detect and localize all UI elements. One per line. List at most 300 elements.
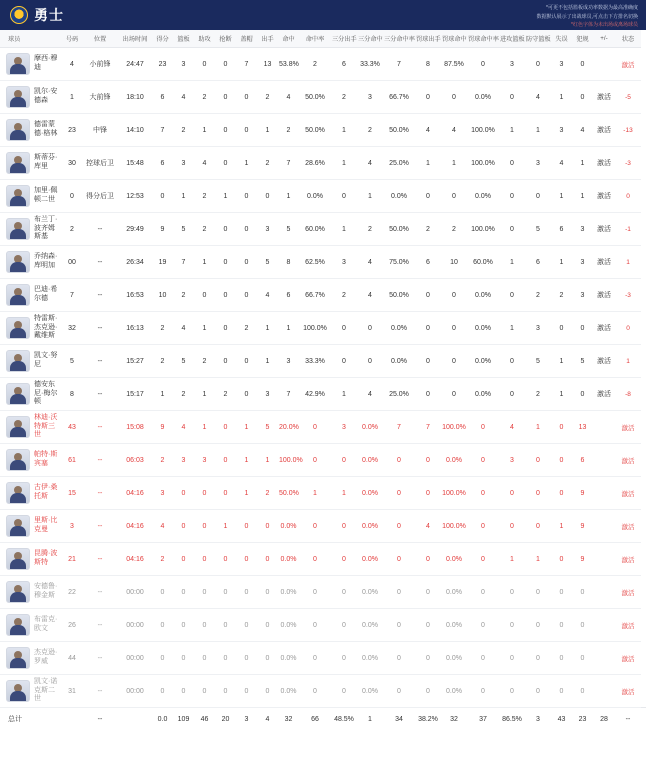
cell-minutes: 06:03 [118,444,152,477]
status-badge[interactable]: -5 [625,93,631,101]
cell-turnovers: 3 [551,114,572,147]
cell-3p-pct: 7 [383,411,415,444]
cell-rebounds: 2 [173,114,194,147]
cell-minutes: 15:17 [118,378,152,411]
cell-points: 3 [152,477,173,510]
cell-status[interactable] [615,378,641,411]
status-badge[interactable]: 激活 [621,61,635,69]
cell-3p-pct: 50.0% [383,114,415,147]
cell-turnovers: 0 [551,576,572,609]
cell-fga: 0 [257,543,278,576]
cell-assists: 3 [194,444,215,477]
player-avatar [6,647,30,669]
cell-fgm: 4 [278,81,299,114]
cell-3pm: 0.0% [357,477,383,510]
cell-oreb: 0 [499,477,525,510]
th-minutes[interactable]: 出场时间 [118,30,152,48]
th-rebounds[interactable]: 篮板 [173,30,194,48]
status-badge[interactable]: 激活 [621,688,635,696]
cell-minutes: 16:13 [118,312,152,345]
cell-fg-pct: 62.5% [299,246,331,279]
th-3pa[interactable]: 三分出手 [331,30,357,48]
cell-status[interactable] [615,510,641,543]
cell-fgm: 20.0% [278,411,299,444]
cell-jersey-number: 4 [62,48,82,81]
totals-status [641,708,646,731]
th-points[interactable]: 得分 [152,30,173,48]
cell-fga: 1 [257,114,278,147]
cell-status[interactable] [615,609,641,642]
player-cell[interactable] [0,510,62,543]
status-badge[interactable]: -3 [625,291,631,299]
th-status[interactable]: 状态 [615,30,641,48]
player-avatar [6,317,30,339]
cell-assists: 0 [194,609,215,642]
player-avatar [6,53,30,75]
cell-fouls: 6 [572,444,593,477]
totals-ft-pct: 37 [467,708,499,731]
status-badge[interactable]: 0 [626,192,630,200]
cell-fg-pct: 0 [299,510,331,543]
cell-rebounds: 0 [173,609,194,642]
cell-ft-pct: 0 [467,444,499,477]
totals-ftm: 32 [441,708,467,731]
player-cell[interactable] [0,279,62,312]
cell-points: 0 [152,576,173,609]
cell-jersey-number: 5 [62,345,82,378]
th-fgm[interactable]: 命中 [278,30,299,48]
cell-fg-pct: 0 [299,609,331,642]
player-cell[interactable] [0,477,62,510]
cell-ftm: 0.0% [441,543,467,576]
totals-position: -- [82,708,118,731]
table-row[interactable] [0,48,646,81]
cell-position: 大前锋 [82,81,118,114]
cell-blocks: 0 [236,279,257,312]
table-row[interactable] [0,642,646,675]
cell-minutes: 00:00 [118,576,152,609]
cell-ftm: 0.0% [441,642,467,675]
cell-fta: 0 [415,642,441,675]
cell-oreb: 4 [499,411,525,444]
player-cell[interactable] [0,147,62,180]
player-cell[interactable] [0,213,62,246]
th-steals[interactable]: 抢断 [215,30,236,48]
cell-position: -- [82,675,118,708]
player-name: 里斯·比克曼 [34,517,58,533]
cell-turnovers: 4 [551,147,572,180]
cell-3pm: 0.0% [357,411,383,444]
cell-ft-pct: 0.0% [467,81,499,114]
th-plus-minus[interactable]: +/- [593,30,615,48]
cell-steals: 0 [215,543,236,576]
th-oreb[interactable]: 进攻篮板 [499,30,525,48]
cell-fg-pct: 0 [299,642,331,675]
status-badge[interactable]: -1 [625,225,631,233]
cell-steals: 0 [215,279,236,312]
player-cell[interactable] [0,543,62,576]
cell-3pa: 3 [331,411,357,444]
table-row[interactable] [0,543,646,576]
cell-rebounds: 0 [173,510,194,543]
table-row[interactable] [0,279,646,312]
cell-3pa: 0 [331,180,357,213]
cell-minutes: 04:16 [118,477,152,510]
cell-assists: 0 [194,543,215,576]
cell-status[interactable] [615,345,641,378]
th-assists[interactable]: 助攻 [194,30,215,48]
cell-status[interactable] [615,477,641,510]
cell-ftm: 0.0% [441,444,467,477]
cell-3pm: 4 [357,378,383,411]
cell-turnovers: 0 [551,444,572,477]
cell-turnovers: 1 [551,81,572,114]
cell-3pa: 0 [331,675,357,708]
totals-3pa: 48.5% [331,708,357,731]
player-cell[interactable] [0,114,62,147]
cell-oreb: 3 [499,48,525,81]
cell-oreb: 0 [499,642,525,675]
cell-plus-minus-extra: 激活 [593,345,615,378]
cell-jersey-number: 61 [62,444,82,477]
cell-3pm: 0.0% [357,642,383,675]
cell-3p-pct: 0 [383,444,415,477]
cell-fgm: 1 [278,180,299,213]
cell-minutes: 15:08 [118,411,152,444]
player-cell[interactable] [0,246,62,279]
cell-3pa: 2 [331,279,357,312]
table-row[interactable] [0,444,646,477]
th-ft-pct[interactable]: 罚球命中率 [467,30,499,48]
cell-3p-pct: 0 [383,675,415,708]
cell-oreb: 0 [499,213,525,246]
status-badge[interactable]: 1 [626,258,630,266]
cell-status[interactable] [615,147,641,180]
status-badge[interactable]: 激活 [621,424,635,432]
status-badge[interactable]: -3 [625,159,631,167]
table-row[interactable] [0,345,646,378]
cell-status[interactable] [615,411,641,444]
status-badge[interactable]: 激活 [621,589,635,597]
cell-3pm: 2 [357,114,383,147]
cell-dreb: 2 [525,279,551,312]
cell-fg-pct: 100.0% [299,312,331,345]
cell-oreb: 0 [499,378,525,411]
th-ftm[interactable]: 罚球命中 [441,30,467,48]
cell-fta: 0 [415,609,441,642]
status-badge[interactable]: 激活 [621,622,635,630]
status-badge[interactable]: 激活 [621,457,635,465]
cell-fg-pct: 33.3% [299,345,331,378]
cell-status[interactable] [615,48,641,81]
cell-3p-pct: 75.0% [383,246,415,279]
th-turnovers[interactable]: 失误 [551,30,572,48]
player-avatar [6,515,30,537]
cell-fouls: 9 [572,543,593,576]
cell-status[interactable] [615,246,641,279]
status-badge[interactable]: -8 [625,390,631,398]
cell-position: 得分后卫 [82,180,118,213]
cell-3pa: 0 [331,609,357,642]
cell-3p-pct: 25.0% [383,378,415,411]
cell-points: 4 [152,510,173,543]
cell-points: 6 [152,147,173,180]
cell-turnovers: 1 [551,510,572,543]
cell-status[interactable] [615,312,641,345]
cell-dreb: 0 [525,675,551,708]
th-dreb[interactable]: 防守篮板 [525,30,551,48]
status-badge[interactable]: 0 [626,324,630,332]
cell-position: -- [82,444,118,477]
table-row[interactable] [0,180,646,213]
table-row[interactable] [0,81,646,114]
cell-plus-minus-extra [593,477,615,510]
cell-fg-pct: 42.9% [299,378,331,411]
cell-fga: 3 [257,378,278,411]
th-position[interactable]: 位置 [82,30,118,48]
cell-oreb: 1 [499,543,525,576]
boxscore-table-wrap [0,30,646,730]
cell-points: 2 [152,345,173,378]
cell-3p-pct: 0 [383,543,415,576]
table-row[interactable] [0,312,646,345]
table-row[interactable] [0,609,646,642]
cell-3p-pct: 25.0% [383,147,415,180]
status-badge[interactable]: -13 [623,126,633,134]
cell-fouls: 0 [572,378,593,411]
player-cell[interactable] [0,180,62,213]
table-row[interactable] [0,510,646,543]
cell-status[interactable] [615,180,641,213]
cell-3pa: 6 [331,48,357,81]
player-name: 昆腾·波斯特 [34,550,58,566]
player-cell[interactable] [0,444,62,477]
totals-fg-pct: 66 [299,708,331,731]
player-cell[interactable] [0,378,62,411]
player-cell[interactable] [0,675,62,708]
player-cell[interactable] [0,48,62,81]
player-cell[interactable] [0,576,62,609]
cell-fta: 0 [415,378,441,411]
cell-position: -- [82,609,118,642]
cell-minutes: 12:53 [118,180,152,213]
cell-fta: 6 [415,246,441,279]
cell-jersey-number: 22 [62,576,82,609]
cell-oreb: 1 [499,312,525,345]
cell-3pm: 1 [357,180,383,213]
table-row[interactable] [0,411,646,444]
cell-3pa: 1 [331,147,357,180]
cell-fg-pct: 0.0% [299,180,331,213]
cell-ft-pct: 0 [467,609,499,642]
player-cell[interactable] [0,609,62,642]
cell-3pm: 2 [357,213,383,246]
cell-rebounds: 0 [173,675,194,708]
status-badge[interactable]: 激活 [621,523,635,531]
status-badge[interactable]: 1 [626,357,630,365]
th-fouls[interactable]: 犯规 [572,30,593,48]
status-badge[interactable]: 激活 [621,556,635,564]
player-avatar [6,482,30,504]
cell-plus-minus-extra: 激活 [593,312,615,345]
totals-label: 总计 [0,708,62,731]
table-body [0,48,646,708]
cell-turnovers: 0 [551,312,572,345]
cell-blocks: 0 [236,114,257,147]
cell-fouls: 0 [572,81,593,114]
cell-3p-pct: 66.7% [383,81,415,114]
cell-dreb: 3 [525,147,551,180]
cell-fgm: 100.0% [278,444,299,477]
cell-jersey-number: 8 [62,378,82,411]
cell-fta: 0 [415,180,441,213]
cell-3pm: 0.0% [357,576,383,609]
totals-plus-minus: -- [615,708,641,731]
cell-3pm: 0.0% [357,609,383,642]
cell-fouls: 4 [572,114,593,147]
totals-minutes [118,708,152,731]
cell-ftm: 4 [441,114,467,147]
totals-dreb: 43 [551,708,572,731]
totals-number [62,708,82,731]
player-cell[interactable] [0,345,62,378]
cell-3pm: 0.0% [357,675,383,708]
cell-points: 0 [152,609,173,642]
cell-3pa: 2 [331,81,357,114]
cell-assists: 2 [194,213,215,246]
cell-position: -- [82,312,118,345]
cell-steals: 2 [215,378,236,411]
cell-fga: 5 [257,411,278,444]
cell-status[interactable] [615,642,641,675]
cell-status[interactable] [615,279,641,312]
th-fga[interactable]: 出手 [257,30,278,48]
cell-3p-pct: 0 [383,477,415,510]
table-row[interactable] [0,477,646,510]
table-row[interactable] [0,576,646,609]
cell-status[interactable] [615,675,641,708]
cell-oreb: 1 [499,114,525,147]
player-cell[interactable] [0,411,62,444]
player-avatar [6,152,30,174]
cell-minutes: 16:53 [118,279,152,312]
cell-turnovers: 0 [551,411,572,444]
cell-fouls: 13 [572,411,593,444]
table-row[interactable] [0,213,646,246]
th-fta[interactable]: 罚球出手 [415,30,441,48]
cell-rebounds: 3 [173,444,194,477]
player-cell[interactable] [0,312,62,345]
table-row[interactable] [0,114,646,147]
th-blocks[interactable]: 盖帽 [236,30,257,48]
table-row[interactable] [0,147,646,180]
cell-steals: 0 [215,213,236,246]
th-fg-pct[interactable]: 命中率 [299,30,331,48]
cell-status[interactable] [615,213,641,246]
cell-3pa: 0 [331,642,357,675]
cell-fta: 2 [415,213,441,246]
cell-oreb: 3 [499,444,525,477]
th-number[interactable]: 号码 [62,30,82,48]
cell-steals: 0 [215,48,236,81]
cell-plus-minus-extra: 激活 [593,114,615,147]
cell-fgm: 6 [278,279,299,312]
cell-position: -- [82,279,118,312]
cell-fta: 0 [415,576,441,609]
cell-assists: 0 [194,279,215,312]
cell-points: 2 [152,543,173,576]
cell-rebounds: 0 [173,576,194,609]
cell-status[interactable] [615,543,641,576]
player-name: 特雷斯·杰克逊·戴维斯 [34,314,58,340]
cell-blocks: 0 [236,642,257,675]
player-name: 帕特·斯宾塞 [34,451,58,467]
cell-ftm: 0 [441,345,467,378]
cell-ft-pct: 100.0% [467,114,499,147]
cell-ftm: 1 [441,147,467,180]
table-row[interactable] [0,675,646,708]
th-3p-pct[interactable]: 三分命中率 [383,30,415,48]
cell-assists: 1 [194,246,215,279]
player-name: 德雷蒙德·格林 [34,121,58,137]
table-row[interactable] [0,246,646,279]
cell-3p-pct: 50.0% [383,213,415,246]
cell-ft-pct: 0.0% [467,279,499,312]
cell-steals: 0 [215,114,236,147]
cell-blocks: 0 [236,609,257,642]
player-avatar [6,350,30,372]
player-cell[interactable] [0,642,62,675]
cell-status[interactable] [615,444,641,477]
cell-turnovers: 6 [551,213,572,246]
table-row[interactable] [0,378,646,411]
cell-status[interactable] [615,114,641,147]
cell-position: -- [82,510,118,543]
cell-ftm: 2 [441,213,467,246]
cell-fouls: 3 [572,213,593,246]
cell-fg-pct: 50.0% [299,114,331,147]
cell-rebounds: 4 [173,411,194,444]
th-3pm[interactable]: 三分命中 [357,30,383,48]
cell-status[interactable] [615,81,641,114]
cell-ftm: 100.0% [441,477,467,510]
cell-status[interactable] [615,576,641,609]
cell-rebounds: 4 [173,81,194,114]
cell-3pa: 1 [331,378,357,411]
cell-fg-pct: 60.0% [299,213,331,246]
cell-fouls: 3 [572,246,593,279]
status-badge[interactable]: 激活 [621,490,635,498]
cell-fgm: 53.8% [278,48,299,81]
cell-jersey-number: 23 [62,114,82,147]
cell-points: 23 [152,48,173,81]
player-name: 凯尔·安德森 [34,88,58,104]
cell-turnovers: 0 [551,477,572,510]
cell-blocks: 2 [236,312,257,345]
cell-minutes: 04:16 [118,510,152,543]
cell-oreb: 0 [499,180,525,213]
cell-position: -- [82,213,118,246]
player-name: 布雷克·欧文 [34,616,58,632]
cell-3pa: 1 [331,213,357,246]
cell-fgm: 0.0% [278,642,299,675]
cell-jersey-number: 31 [62,675,82,708]
totals-fga: 4 [257,708,278,731]
player-cell[interactable] [0,81,62,114]
th-player[interactable]: 球员 [0,30,62,48]
cell-3p-pct: 0 [383,642,415,675]
status-badge[interactable]: 激活 [621,655,635,663]
